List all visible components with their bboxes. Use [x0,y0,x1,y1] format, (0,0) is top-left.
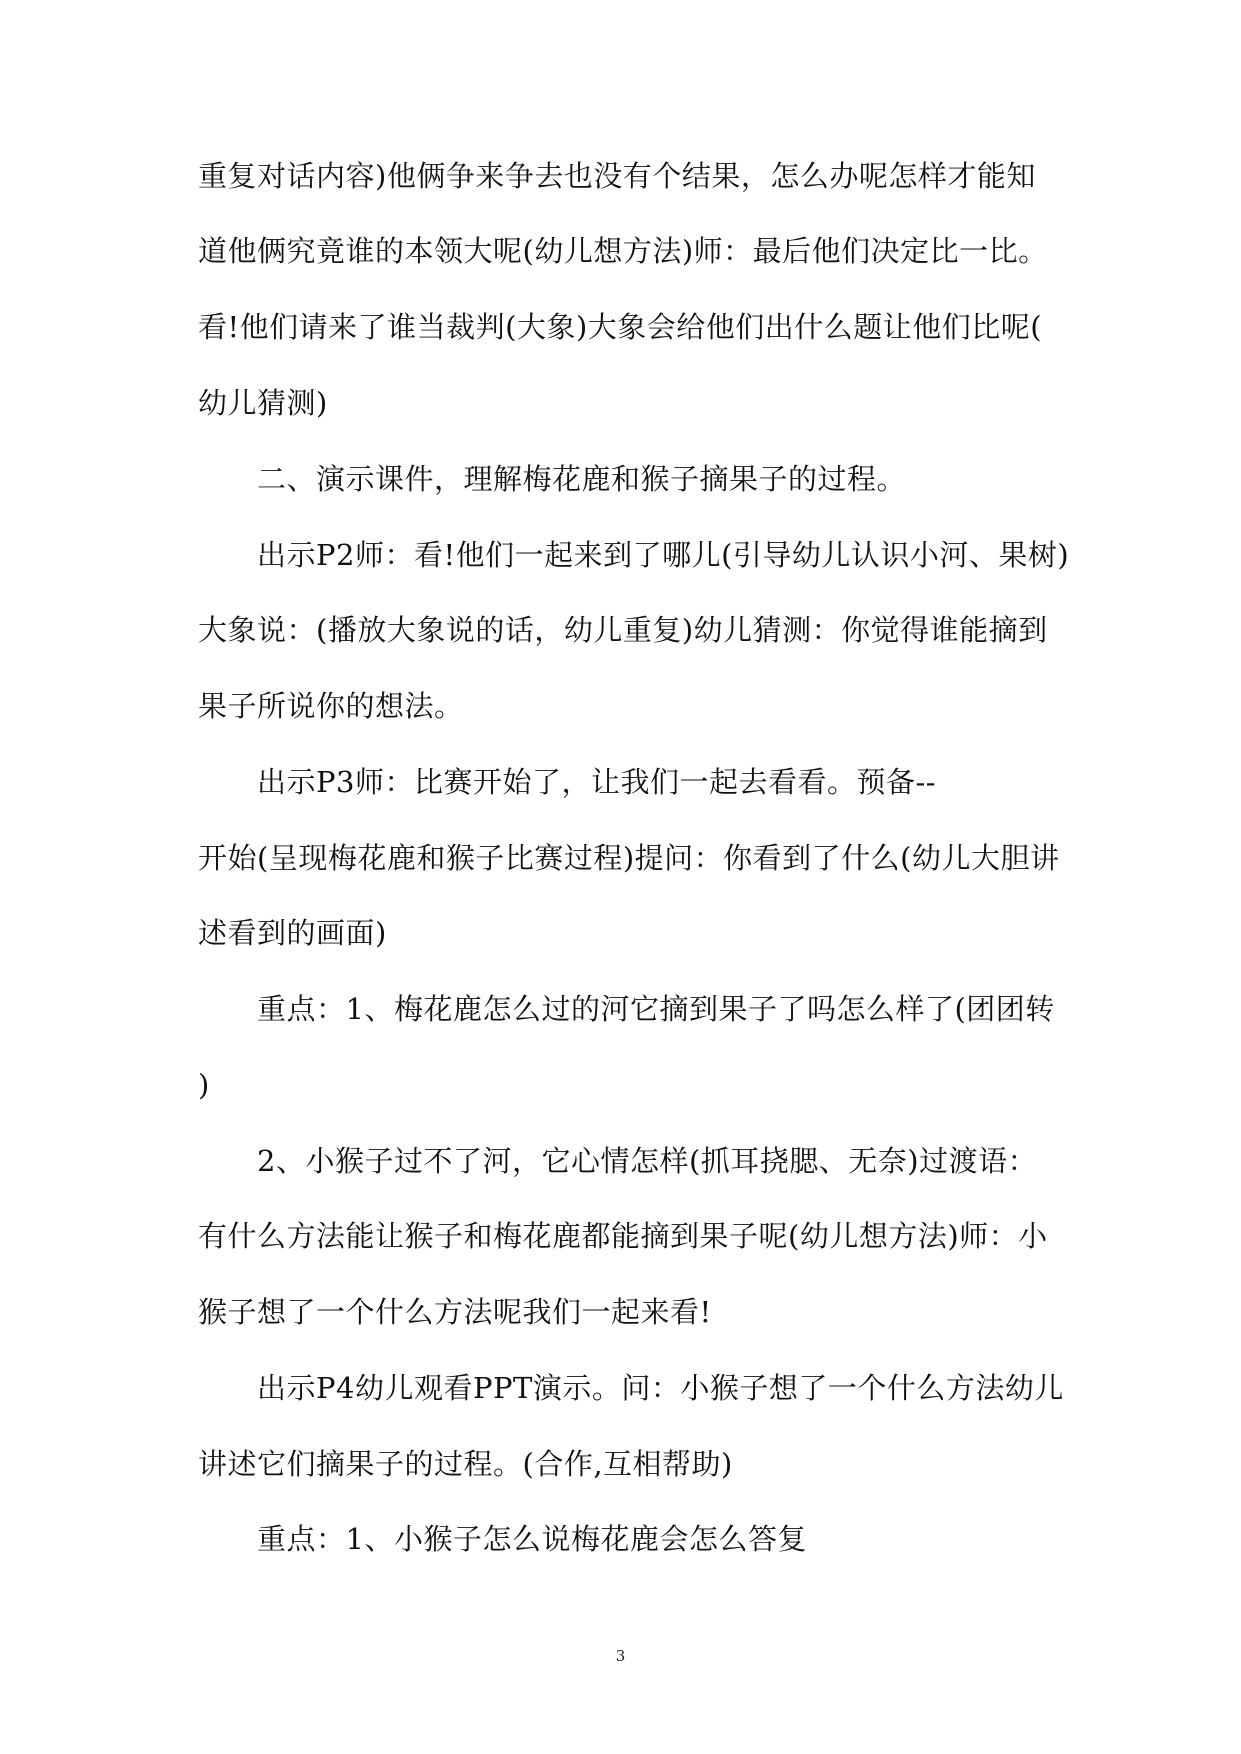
text-line: 有什么方法能让猴子和梅花鹿都能摘到果子呢(幼儿想方法)师：小 [198,1219,1048,1253]
text-line: 幼儿猜测) [198,386,328,420]
text-line: 大象说：(播放大象说的话，幼儿重复)幼儿猜测：你觉得谁能摘到 [198,613,1048,647]
text-line: 重复对话内容)他俩争来争去也没有个结果，怎么办呢怎样才能知 [198,159,1036,193]
text-line: 出示P2师：看!他们一起来到了哪儿(引导幼儿认识小河、果树) [257,538,1070,572]
text-line: 出示P4幼儿观看PPT演示。问：小猴子想了一个什么方法幼儿 [257,1371,1064,1405]
text-line: 2、小猴子过不了河，它心情怎样(抓耳挠腮、无奈)过渡语： [257,1144,1038,1178]
text-line: 开始(呈现梅花鹿和猴子比赛过程)提问：你看到了什么(幼儿大胆讲 [198,841,1060,875]
text-line: 看!他们请来了谁当裁判(大象)大象会给他们出什么题让他们比呢( [198,310,1043,344]
text-line: 果子所说你的想法。 [198,689,464,723]
text-line: 讲述它们摘果子的过程。(合作,互相帮助) [198,1447,733,1481]
text-line: 述看到的画面) [198,916,387,950]
text-line: 出示P3师：比赛开始了，让我们一起去看看。预备-- [257,765,937,799]
text-line: ) [198,1068,210,1102]
text-line: 重点：1、梅花鹿怎么过的河它摘到果子了吗怎么样了(团团转 [257,992,1055,1026]
text-line: 猴子想了一个什么方法呢我们一起来看! [198,1295,712,1329]
section-heading: 二、演示课件，理解梅花鹿和猴子摘果子的过程。 [257,462,907,496]
page-number: 3 [615,1647,626,1665]
text-line: 道他俩究竟谁的本领大呢(幼儿想方法)师：最后他们决定比一比。 [198,234,1048,268]
text-line: 重点：1、小猴子怎么说梅花鹿会怎么答复 [257,1522,807,1556]
